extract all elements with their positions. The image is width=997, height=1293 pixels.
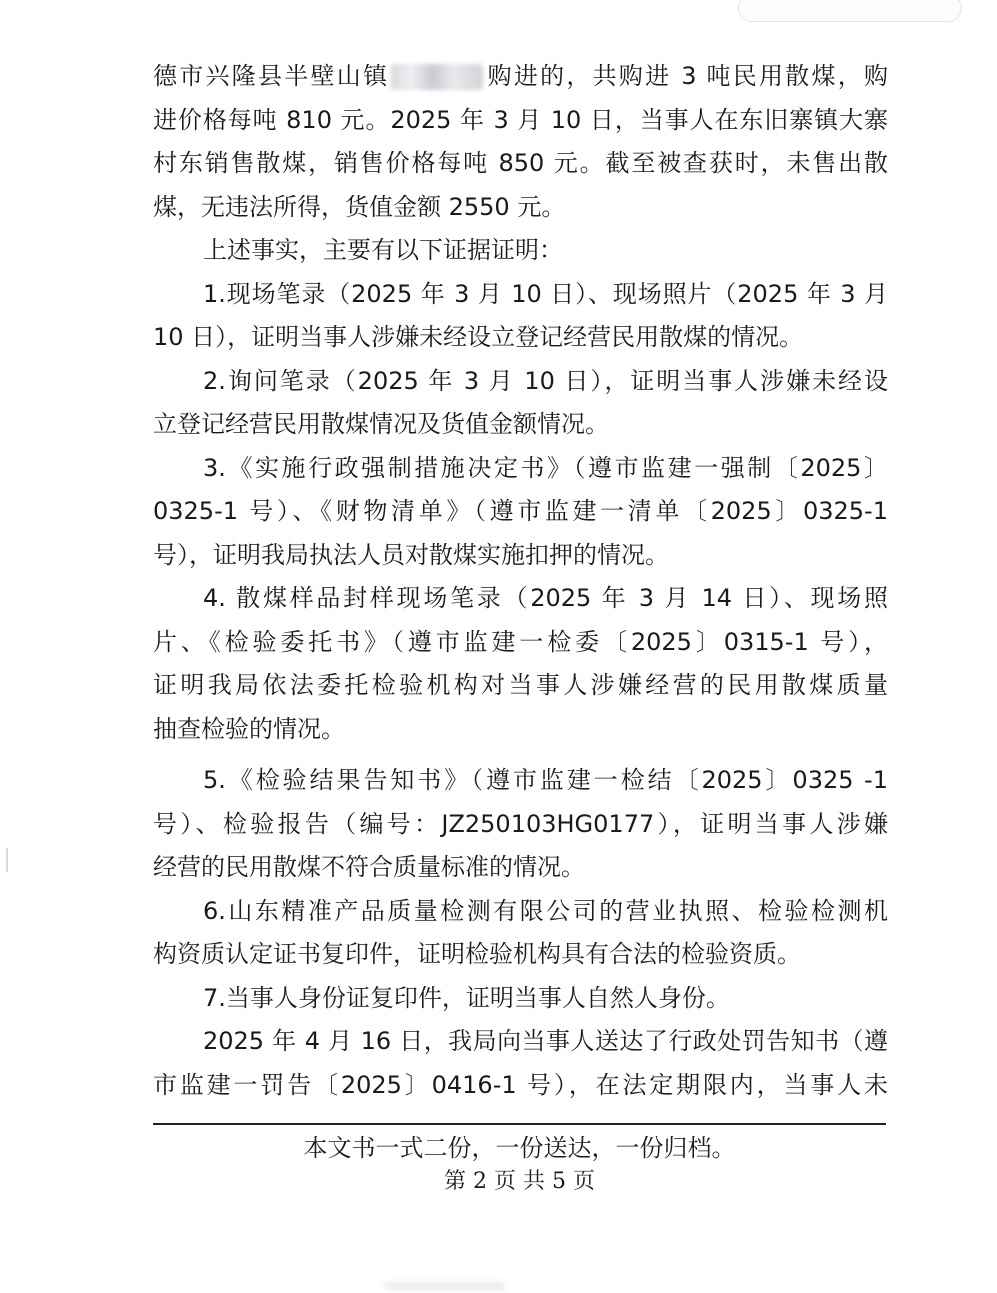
text-segment: 购进的，共购进 3 吨民用散煤，购 [485,62,888,90]
paragraph [153,447,888,578]
redacted-text [391,64,483,90]
corner-tab [738,0,962,22]
footer-note: 本文书一式二份，一份送达，一份归档。 [303,1134,736,1162]
text-line: 号），证明我局执法人员对散煤实施扣押的情况。 [153,540,669,569]
paragraph [153,229,888,273]
paragraph [153,55,888,229]
text-line: 1.现场笔录（2025 年 3 月 10 日）、现场照片（2025 年 3 月 [203,279,888,308]
text-line: 2025 年 4 月 16 日，我局向当事人送达了行政处罚告知书（遵 [203,1027,888,1055]
document-body [153,55,888,1107]
scan-edge-mark [6,848,8,872]
text-segment: 德市兴隆县半壁山镇 [153,62,390,90]
paragraph [153,360,888,447]
paragraph [153,273,888,360]
footer-rule [153,1123,886,1125]
text-line: 7.当事人身份证复印件，证明当事人自然人身份。 [203,983,730,1012]
text-line: 经营的民用散煤不符合质量标准的情况。 [153,853,585,881]
text-line: 构资质认定证书复印件，证明检验机构具有合法的检验资质。 [153,940,801,968]
paragraph [153,577,888,751]
text-line: 证明我局依法委托检验机构对当事人涉嫌经营的民用散煤质量 [153,671,888,699]
paragraph [153,890,888,977]
text-line: 立登记经营民用散煤情况及货值金额情况。 [153,410,609,438]
text-line: 6.山东精准产品质量检测有限公司的营业执照、检验检测机 [203,896,888,925]
text-line: 煤，无违法所得，货值金额 2550 元。 [153,192,566,221]
text-line: 进价格每吨 810 元。2025 年 3 月 10 日，当事人在东旧寨镇大寨 [153,105,888,134]
text-line: 号）、检验报告（编号：JZ250103HG0177），证明当事人涉嫌 [153,809,888,838]
text-line: 3.《实施行政强制措施决定书》（遵市监建一强制〔2025〕 [203,453,888,482]
paragraph [153,759,888,890]
text-line: 5.《检验结果告知书》（遵市监建一检结〔2025〕0325 -1 [203,766,888,794]
paragraph [153,977,888,1021]
text-line: 村东销售散煤，销售价格每吨 850 元。截至被查获时，未售出散 [153,149,888,177]
text-line: 片、《检验委托书》（遵市监建一检委〔2025〕0315-1 号）， [153,627,888,656]
text-line: 2.询问笔录（2025 年 3 月 10 日），证明当事人涉嫌未经设 [203,366,888,395]
paragraph [153,1020,888,1107]
page-number: 第 2 页 共 5 页 [444,1169,595,1194]
text-line: 0325-1 号）、《财物清单》（遵市监建一清单〔2025〕0325-1 [153,497,888,525]
text-line: 4. 散煤样品封样现场笔录（2025 年 3 月 14 日）、现场照 [203,584,888,612]
scan-smudge [385,1282,505,1290]
text-line: 10 日），证明当事人涉嫌未经设立登记经营民用散煤的情况。 [153,323,804,351]
text-line [153,55,888,99]
text-line: 市监建一罚告〔2025〕0416-1 号），在法定期限内，当事人未 [153,1070,888,1099]
text-line: 抽查检验的情况。 [153,714,345,743]
text-line: 上述事实，主要有以下证据证明： [203,236,563,264]
